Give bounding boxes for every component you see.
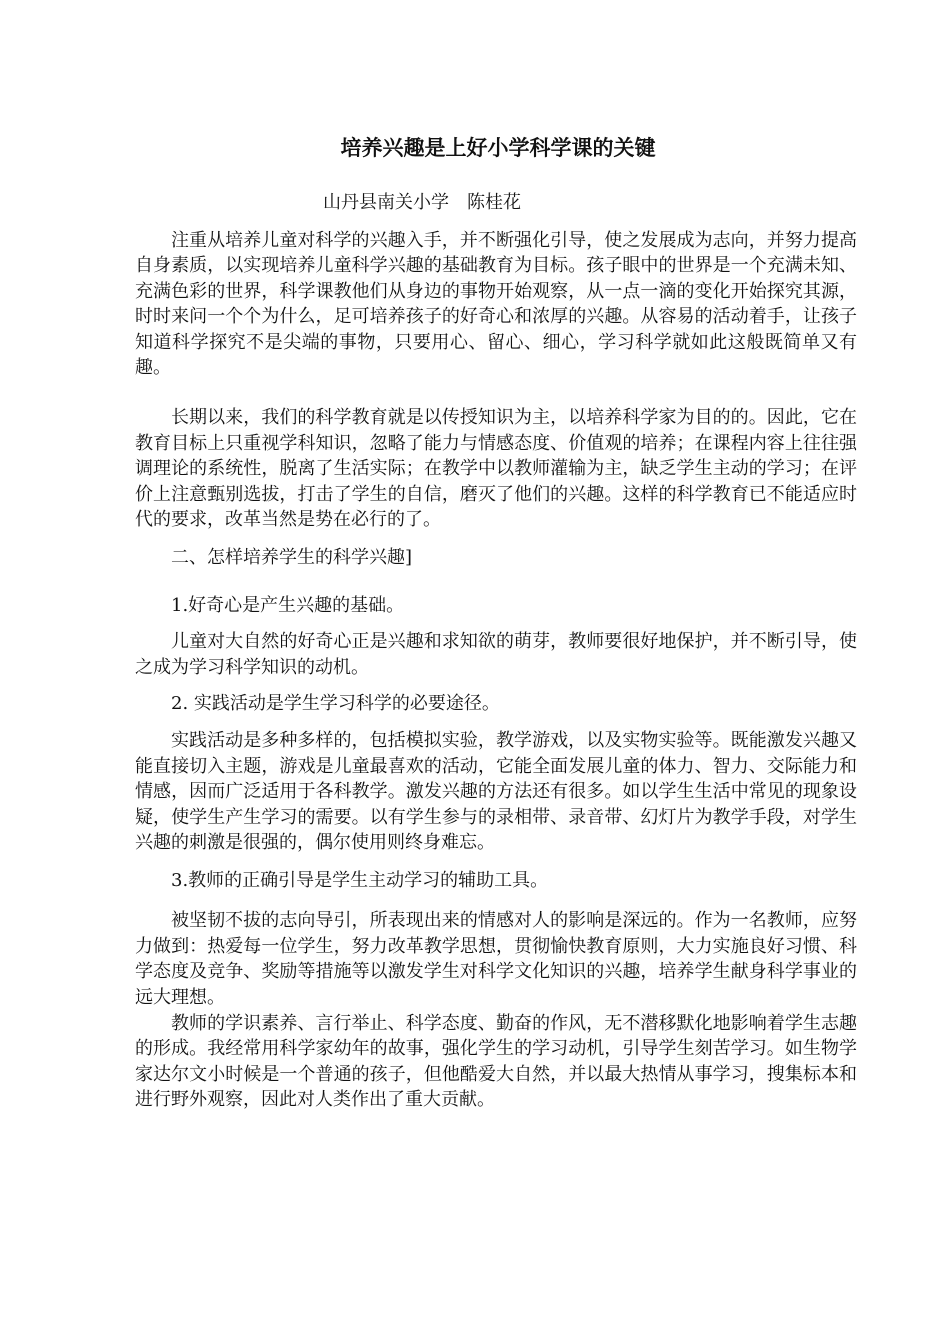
paragraph-intro: 注重从培养儿童对科学的兴趣入手，并不断强化引导，使之发展成为志向，并努力提高自身素质，以实现培养儿童科学兴趣的基础教育为目标。孩子眼中的世界是一个充满未知、充满色彩的世界，科学课教他们从身边的事物开始观察，从一点一滴的变化开始探究其源，时时来问一个个为什么，足可培养孩子的好奇心和浓厚的兴趣。从容易的活动着手，让孩子知道科学探究不是尖端的事物，只要用心、留心、细心，学习科学就如此这般既简单又有趣。 [135, 230, 857, 379]
document-title: 培养兴趣是上好小学科学课的关键 [340, 136, 656, 160]
point2-body: 实践活动是多种多样的，包括模拟实验，教学游戏，以及实物实验等。既能激发兴趣又能直接切入主题，游戏是儿童最喜欢的活动，它能全面发展儿童的体力、智力、交际能力和情感，因而广泛适用于各科教学。激发兴趣的方法还有很多。如以学生生活中常见的现象设疑，使学生产生学习的需要。以有学生参与的录相带、录音带、幻灯片为教学手段，对学生兴趣的刺激是很强的，偶尔使用则终身难忘。 [135, 730, 857, 853]
point3-heading: 3.教师的正确引导是学生主动学习的辅助工具。 [171, 870, 549, 892]
document-page [135, 128, 857, 1113]
point3-body-2: 教师的学识素养、言行举止、科学态度、勤奋的作风，无不潜移默化地影响着学生志趣的形成。我经常用科学家幼年的故事，强化学生的学习动机，引导学生刻苦学习。如生物学家达尔文小时候是一个普通的孩子，但他酷爱大自然，并以最大热情从事学习，搜集标本和进行野外观察，因此对人类作出了重大贡献。 [135, 1012, 857, 1111]
point1-body: 儿童对大自然的好奇心正是兴趣和求知欲的萌芽，教师要很好地保护，并不断引导，使之成为学习科学知识的动机。 [135, 631, 857, 678]
point3-body-1: 被坚韧不拔的志向导引，所表现出来的情感对人的影响是深远的。作为一名教师，应努力做到：热爱每一位学生，努力改革教学思想，贯彻愉快教育原则，大力实施良好习惯、科学态度及竞争、奖励等措施等以激发学生对科学文化知识的兴趣，培养学生献身科学事业的远大理想。 [135, 910, 857, 1008]
point2-heading: 2. 实践活动是学生学习科学的必要途径。 [171, 693, 500, 715]
point1-heading: 1.好奇心是产生兴趣的基础。 [171, 595, 405, 617]
section-heading: 二、怎样培养学生的科学兴趣] [171, 547, 413, 569]
document-author: 山丹县南关小学 陈桂花 [323, 192, 521, 213]
paragraph-background: 长期以来，我们的科学教育就是以传授知识为主，以培养科学家为目的的。因此，它在教育目标上只重视学科知识，忽略了能力与情感态度、价值观的培养；在课程内容上往往强调理论的系统性，脱离了生活实际；在教学中以教师灌输为主，缺乏学生主动的学习；在评价上注意甄别选拔，打击了学生的自信，磨灭了他们的兴趣。这样的科学教育已不能适应时代的要求，改革当然是势在必行的了。 [135, 407, 857, 531]
